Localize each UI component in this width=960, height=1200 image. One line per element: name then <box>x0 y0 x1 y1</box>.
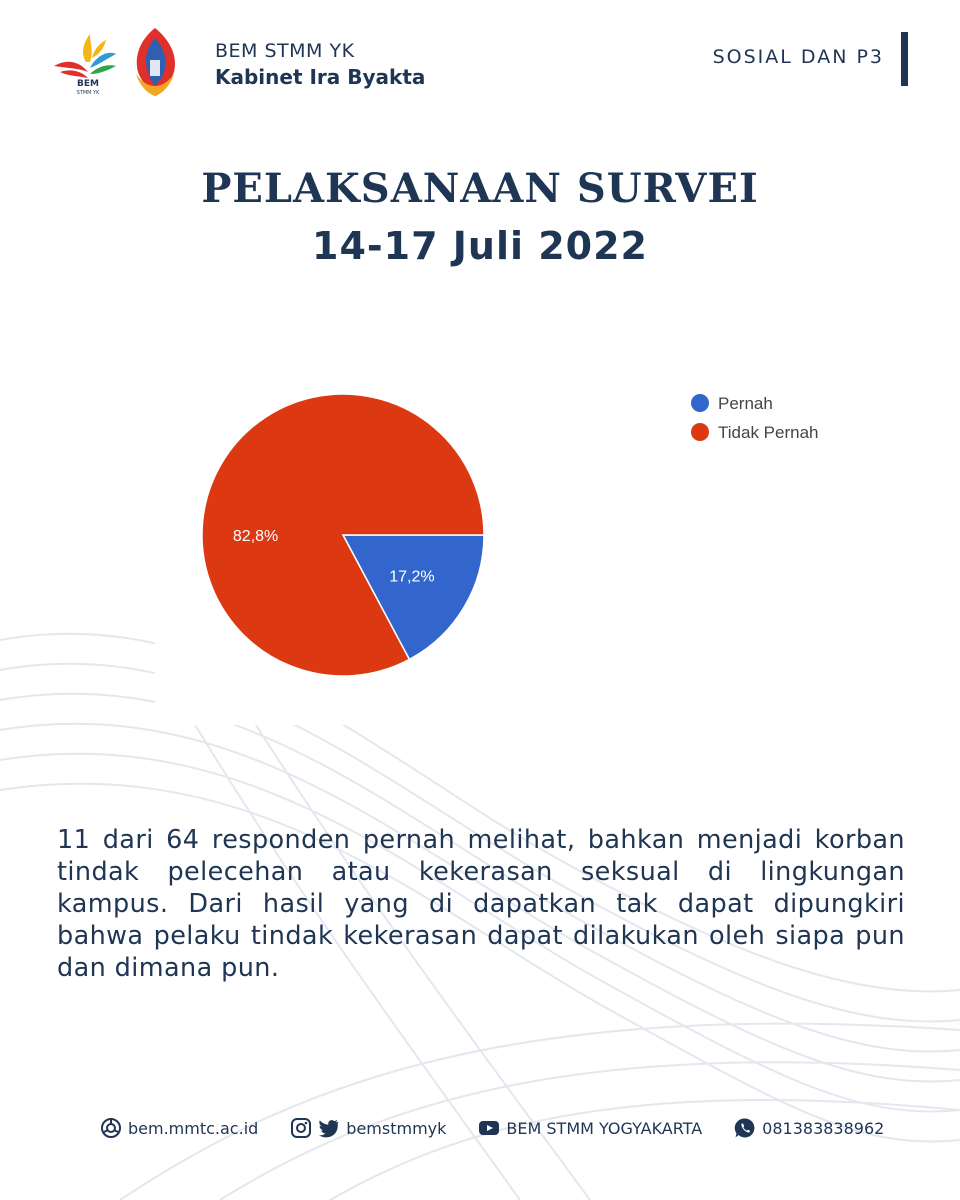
legend-label: Tidak Pernah <box>718 423 819 442</box>
pie-chart <box>155 350 845 725</box>
legend-swatch <box>691 423 709 441</box>
whatsapp-number: 081383838962 <box>762 1118 885 1138</box>
kabinet-logo <box>130 24 180 98</box>
legend-swatch <box>691 394 709 412</box>
globe-icon <box>100 1117 122 1139</box>
whatsapp-link[interactable] <box>734 1117 884 1139</box>
division-label: SOSIAL DAN P3 <box>712 46 884 68</box>
legend-label: Pernah <box>718 394 773 413</box>
youtube-icon <box>478 1117 500 1139</box>
footer-contacts <box>100 1113 884 1143</box>
page-subtitle: 14-17 Juli 2022 <box>312 224 648 268</box>
survey-summary-text: 11 dari 64 responden pernah melihat, bahkan menjadi korban tindak pelecehan atau kekerasan seksual di lingkungan kampus. Dari hasil yang di dapatkan tak dapat dipungkiri bahwa pelaku tindak kekerasan dapat dilakukan oleh siapa pun dan dimana pun. <box>57 825 905 983</box>
website-link[interactable] <box>100 1117 258 1139</box>
bem-logo <box>50 28 120 98</box>
division-bar <box>901 32 908 86</box>
svg-text:STMM YK: STMM YK <box>76 90 100 96</box>
social-handle: bemstmmyk <box>346 1118 447 1138</box>
social-link[interactable] <box>290 1117 446 1139</box>
organization-name: BEM STMM YK <box>215 40 355 62</box>
slice-label: 82,8% <box>232 527 279 545</box>
organization-block <box>215 38 425 90</box>
header <box>0 0 960 130</box>
cabinet-name: Kabinet Ira Byakta <box>215 65 426 89</box>
website-text: bem.mmtc.ac.id <box>128 1118 259 1138</box>
youtube-channel: BEM STMM YOGYAKARTA <box>506 1118 703 1138</box>
twitter-icon <box>318 1117 340 1139</box>
whatsapp-icon <box>734 1117 756 1139</box>
instagram-icon <box>290 1117 312 1139</box>
page-title: PELAKSANAAN SURVEI <box>201 165 759 212</box>
slice-label: 17,2% <box>389 568 435 586</box>
svg-text:BEM: BEM <box>77 79 99 89</box>
youtube-link[interactable] <box>478 1117 702 1139</box>
pie-chart-panel <box>155 350 845 725</box>
